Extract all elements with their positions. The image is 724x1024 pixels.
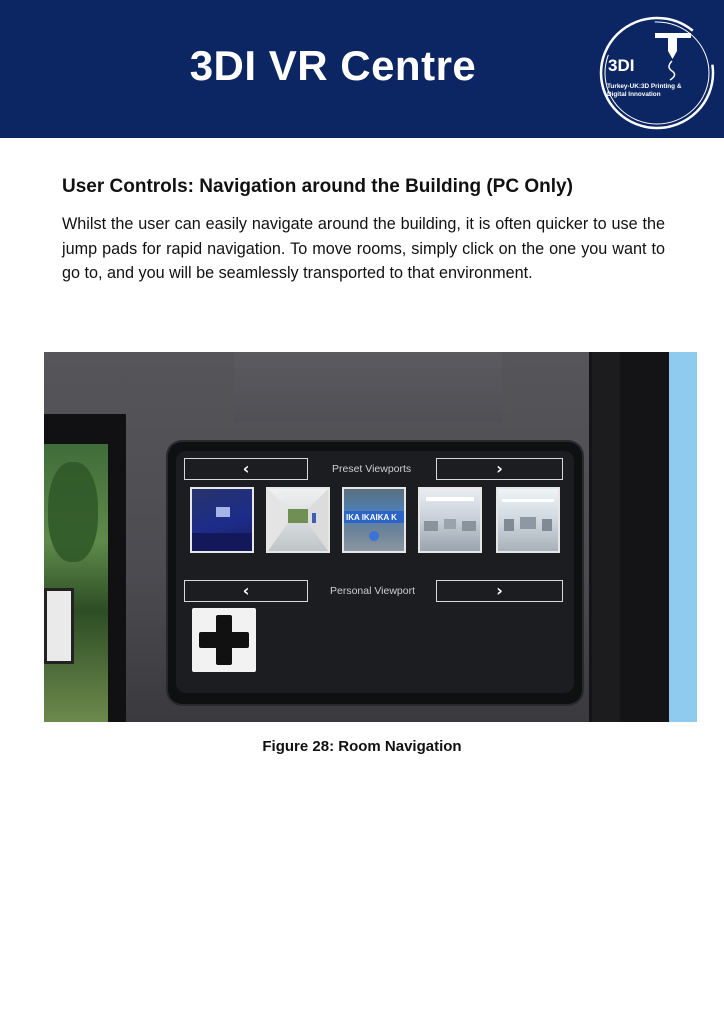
personal-prev-button[interactable]: ‹ — [184, 580, 308, 602]
add-viewport-button[interactable] — [192, 608, 256, 672]
outdoor-sign — [44, 588, 74, 664]
tree-icon — [48, 462, 98, 562]
preset-thumbnail-2[interactable] — [266, 487, 330, 553]
preset-viewports-label: Preset Viewports — [332, 463, 412, 475]
window-sky — [669, 352, 697, 722]
plus-icon-bar — [199, 632, 249, 648]
preset-thumbnail-5[interactable] — [496, 487, 560, 553]
room-sketch-icon — [192, 489, 252, 551]
corridor-sketch-icon — [268, 489, 328, 551]
section-paragraph: Whilst the user can easily navigate around the building, it is often quicker to use the jump pads for rapid navigation. To move rooms, simply click on the one you want to go to, and you will be seamlessly transported to that environment. — [62, 215, 665, 282]
logo-mark: 3DI — [608, 56, 635, 75]
logo-subtitle-line1: Turkey-UK:3D Printing & — [607, 83, 682, 90]
preset-next-button[interactable]: › — [436, 458, 563, 480]
lab-sketch-icon — [498, 489, 558, 551]
preset-thumbnail-3[interactable] — [342, 487, 406, 553]
page-title: 3DI VR Centre — [189, 42, 477, 89]
logo-subtitle-line2: Digital Innovation — [607, 91, 661, 98]
figure-caption: Figure 28: Room Navigation — [262, 738, 462, 755]
banner-text: IKA IKAIKA K — [346, 513, 397, 522]
right-pillar-edge — [592, 352, 620, 722]
banner-sketch-icon — [344, 489, 404, 551]
preset-thumbnail-1[interactable] — [190, 487, 254, 553]
page-header — [0, 0, 724, 138]
personal-next-button[interactable]: › — [436, 580, 563, 602]
preset-prev-button[interactable]: ‹ — [184, 458, 308, 480]
wall-panel — [234, 352, 502, 422]
section-heading: User Controls: Navigation around the Building (PC Only) — [62, 176, 573, 197]
preset-thumbnail-4[interactable] — [418, 487, 482, 553]
personal-viewport-label: Personal Viewport — [330, 585, 416, 597]
room-navigation-figure — [44, 352, 697, 722]
office-sketch-icon — [420, 489, 480, 551]
